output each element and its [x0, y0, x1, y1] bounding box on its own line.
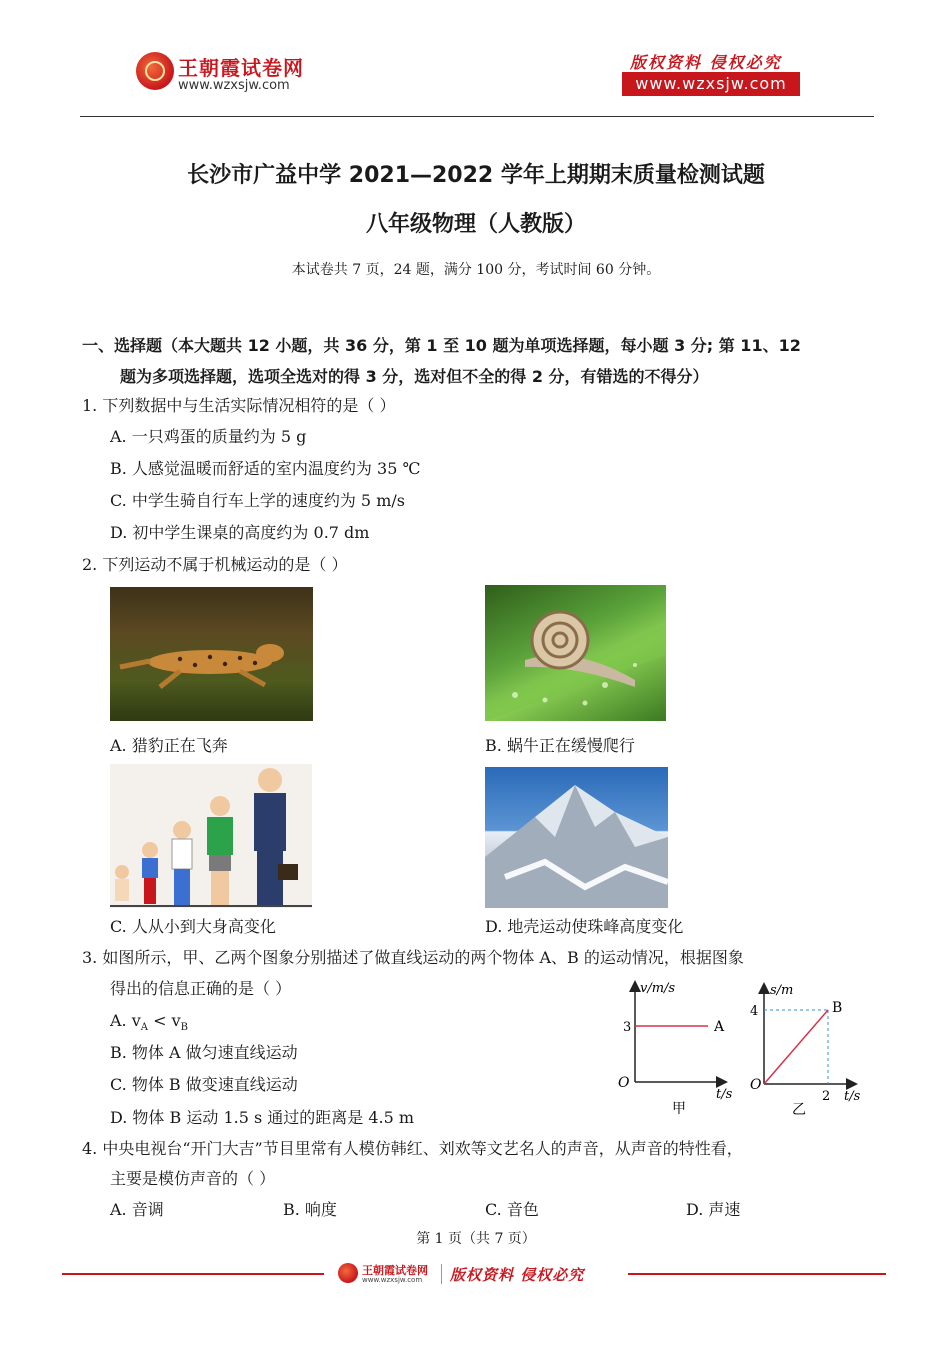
q1-option-d: D. 初中学生课桌的高度约为 0.7 dm	[110, 523, 370, 542]
graph-jia-caption: 甲	[672, 1101, 686, 1117]
q3-option-a-sub-a: A	[140, 1022, 148, 1034]
exam-title: 长沙市广益中学 2021—2022 学年上期期末质量检测试题	[187, 163, 765, 188]
q3-option-d: D. 物体 B 运动 1.5 s 通过的距离是 4.5 m	[110, 1108, 415, 1127]
footer-separator	[441, 1264, 442, 1284]
q3-option-a	[110, 1011, 188, 1038]
section-heading-line2: 题为多项选择题，选项全选对的得 3 分，选对但不全的得 2 分，有错选的不得分）	[120, 367, 709, 386]
mountain-image	[485, 767, 668, 908]
graph-yi	[750, 980, 870, 1120]
logo-name: 王朝霞试卷网	[178, 56, 304, 80]
human-growth-image	[110, 764, 312, 908]
footer-logo-url: www.wzxsjw.com	[362, 1276, 423, 1284]
q3-option-b: B. 物体 A 做匀速直线运动	[110, 1043, 298, 1062]
q4-stem-line2: 主要是模仿声音的（ ）	[110, 1169, 276, 1188]
q2-option-a: A. 猎豹正在飞奔	[110, 736, 228, 755]
exam-note: 本试卷共 7 页，24 题，满分 100 分，考试时间 60 分钟。	[291, 262, 661, 278]
q2-option-c: C. 人从小到大身高变化	[110, 917, 276, 936]
logo-url: www.wzxsjw.com	[178, 78, 290, 93]
q3-option-a-prefix: A. v	[110, 1011, 141, 1030]
graph-yi-ylabel: s/m	[770, 983, 794, 998]
footer-divider-left	[62, 1273, 324, 1275]
exam-subtitle: 八年级物理（人教版）	[365, 212, 586, 237]
header-divider	[80, 116, 874, 117]
q1-option-c: C. 中学生骑自行车上学的速度约为 5 m/s	[110, 491, 405, 510]
q1-option-b: B. 人感觉温暖而舒适的室内温度约为 35 ℃	[110, 459, 421, 478]
page-number: 第 1 页（共 7 页）	[416, 1231, 536, 1247]
graph-yi-xtick: 2	[822, 1089, 831, 1104]
q4-option-a: A. 音调	[110, 1200, 164, 1219]
q1-stem: 1. 下列数据中与生活实际情况相符的是（ ）	[82, 396, 396, 415]
footer-divider-right	[628, 1273, 886, 1275]
graph-jia-xlabel: t/s	[716, 1087, 733, 1102]
copyright-notice: 版权资料 侵权必究	[630, 53, 782, 72]
q4-option-b: B. 响度	[283, 1200, 337, 1219]
q2-stem: 2. 下列运动不属于机械运动的是（ ）	[82, 555, 348, 574]
graph-jia-ylabel: v/m/s	[640, 981, 676, 996]
graph-yi-series-b	[764, 1010, 828, 1084]
q3-option-a-sub-b: B	[180, 1022, 188, 1034]
graph-yi-point-label: B	[832, 1000, 843, 1016]
q3-stem-line1: 3. 如图所示，甲、乙两个图象分别描述了做直线运动的两个物体 A、B 的运动情况，根据图象	[82, 948, 744, 967]
section-heading	[82, 330, 882, 392]
footer-logo-seal-icon	[338, 1263, 358, 1283]
footer-copyright: 版权资料 侵权必究	[450, 1266, 585, 1284]
q4-option-d: D. 声速	[686, 1200, 741, 1219]
q2-option-d: D. 地壳运动使珠峰高度变化	[485, 917, 684, 936]
logo-seal-icon	[136, 52, 174, 90]
footer-logo-name: 王朝霞试卷网	[362, 1264, 428, 1277]
q4-option-c: C. 音色	[485, 1200, 539, 1219]
site-url-banner: www.wzxsjw.com	[622, 72, 800, 96]
section-heading-line1: 一、选择题（本大题共 12 小题，共 36 分，第 1 至 10 题为单项选择题，每小题 3 分; 第 11、12	[82, 336, 801, 355]
graph-jia	[610, 978, 750, 1120]
graph-yi-ytick: 4	[750, 1004, 759, 1019]
graph-yi-caption: 乙	[792, 1102, 806, 1118]
q3-stem-line2: 得出的信息正确的是（ ）	[110, 979, 292, 998]
q3-option-c: C. 物体 B 做变速直线运动	[110, 1075, 298, 1094]
q1-option-a: A. 一只鸡蛋的质量约为 5 g	[110, 427, 307, 446]
graph-jia-ytick: 3	[623, 1020, 632, 1035]
q4-stem-line1: 4. 中央电视台“开门大吉”节目里常有人模仿韩红、刘欢等文艺名人的声音，从声音的特性看，	[82, 1139, 743, 1158]
graph-yi-xlabel: t/s	[844, 1089, 861, 1104]
graph-yi-origin: O	[750, 1077, 762, 1093]
q2-option-b: B. 蜗牛正在缓慢爬行	[485, 736, 635, 755]
q3-option-a-mid: < v	[148, 1011, 181, 1030]
cheetah-image	[110, 587, 313, 721]
graph-jia-origin: O	[618, 1075, 630, 1091]
graph-jia-series-label: A	[714, 1019, 725, 1035]
snail-image	[485, 585, 666, 721]
